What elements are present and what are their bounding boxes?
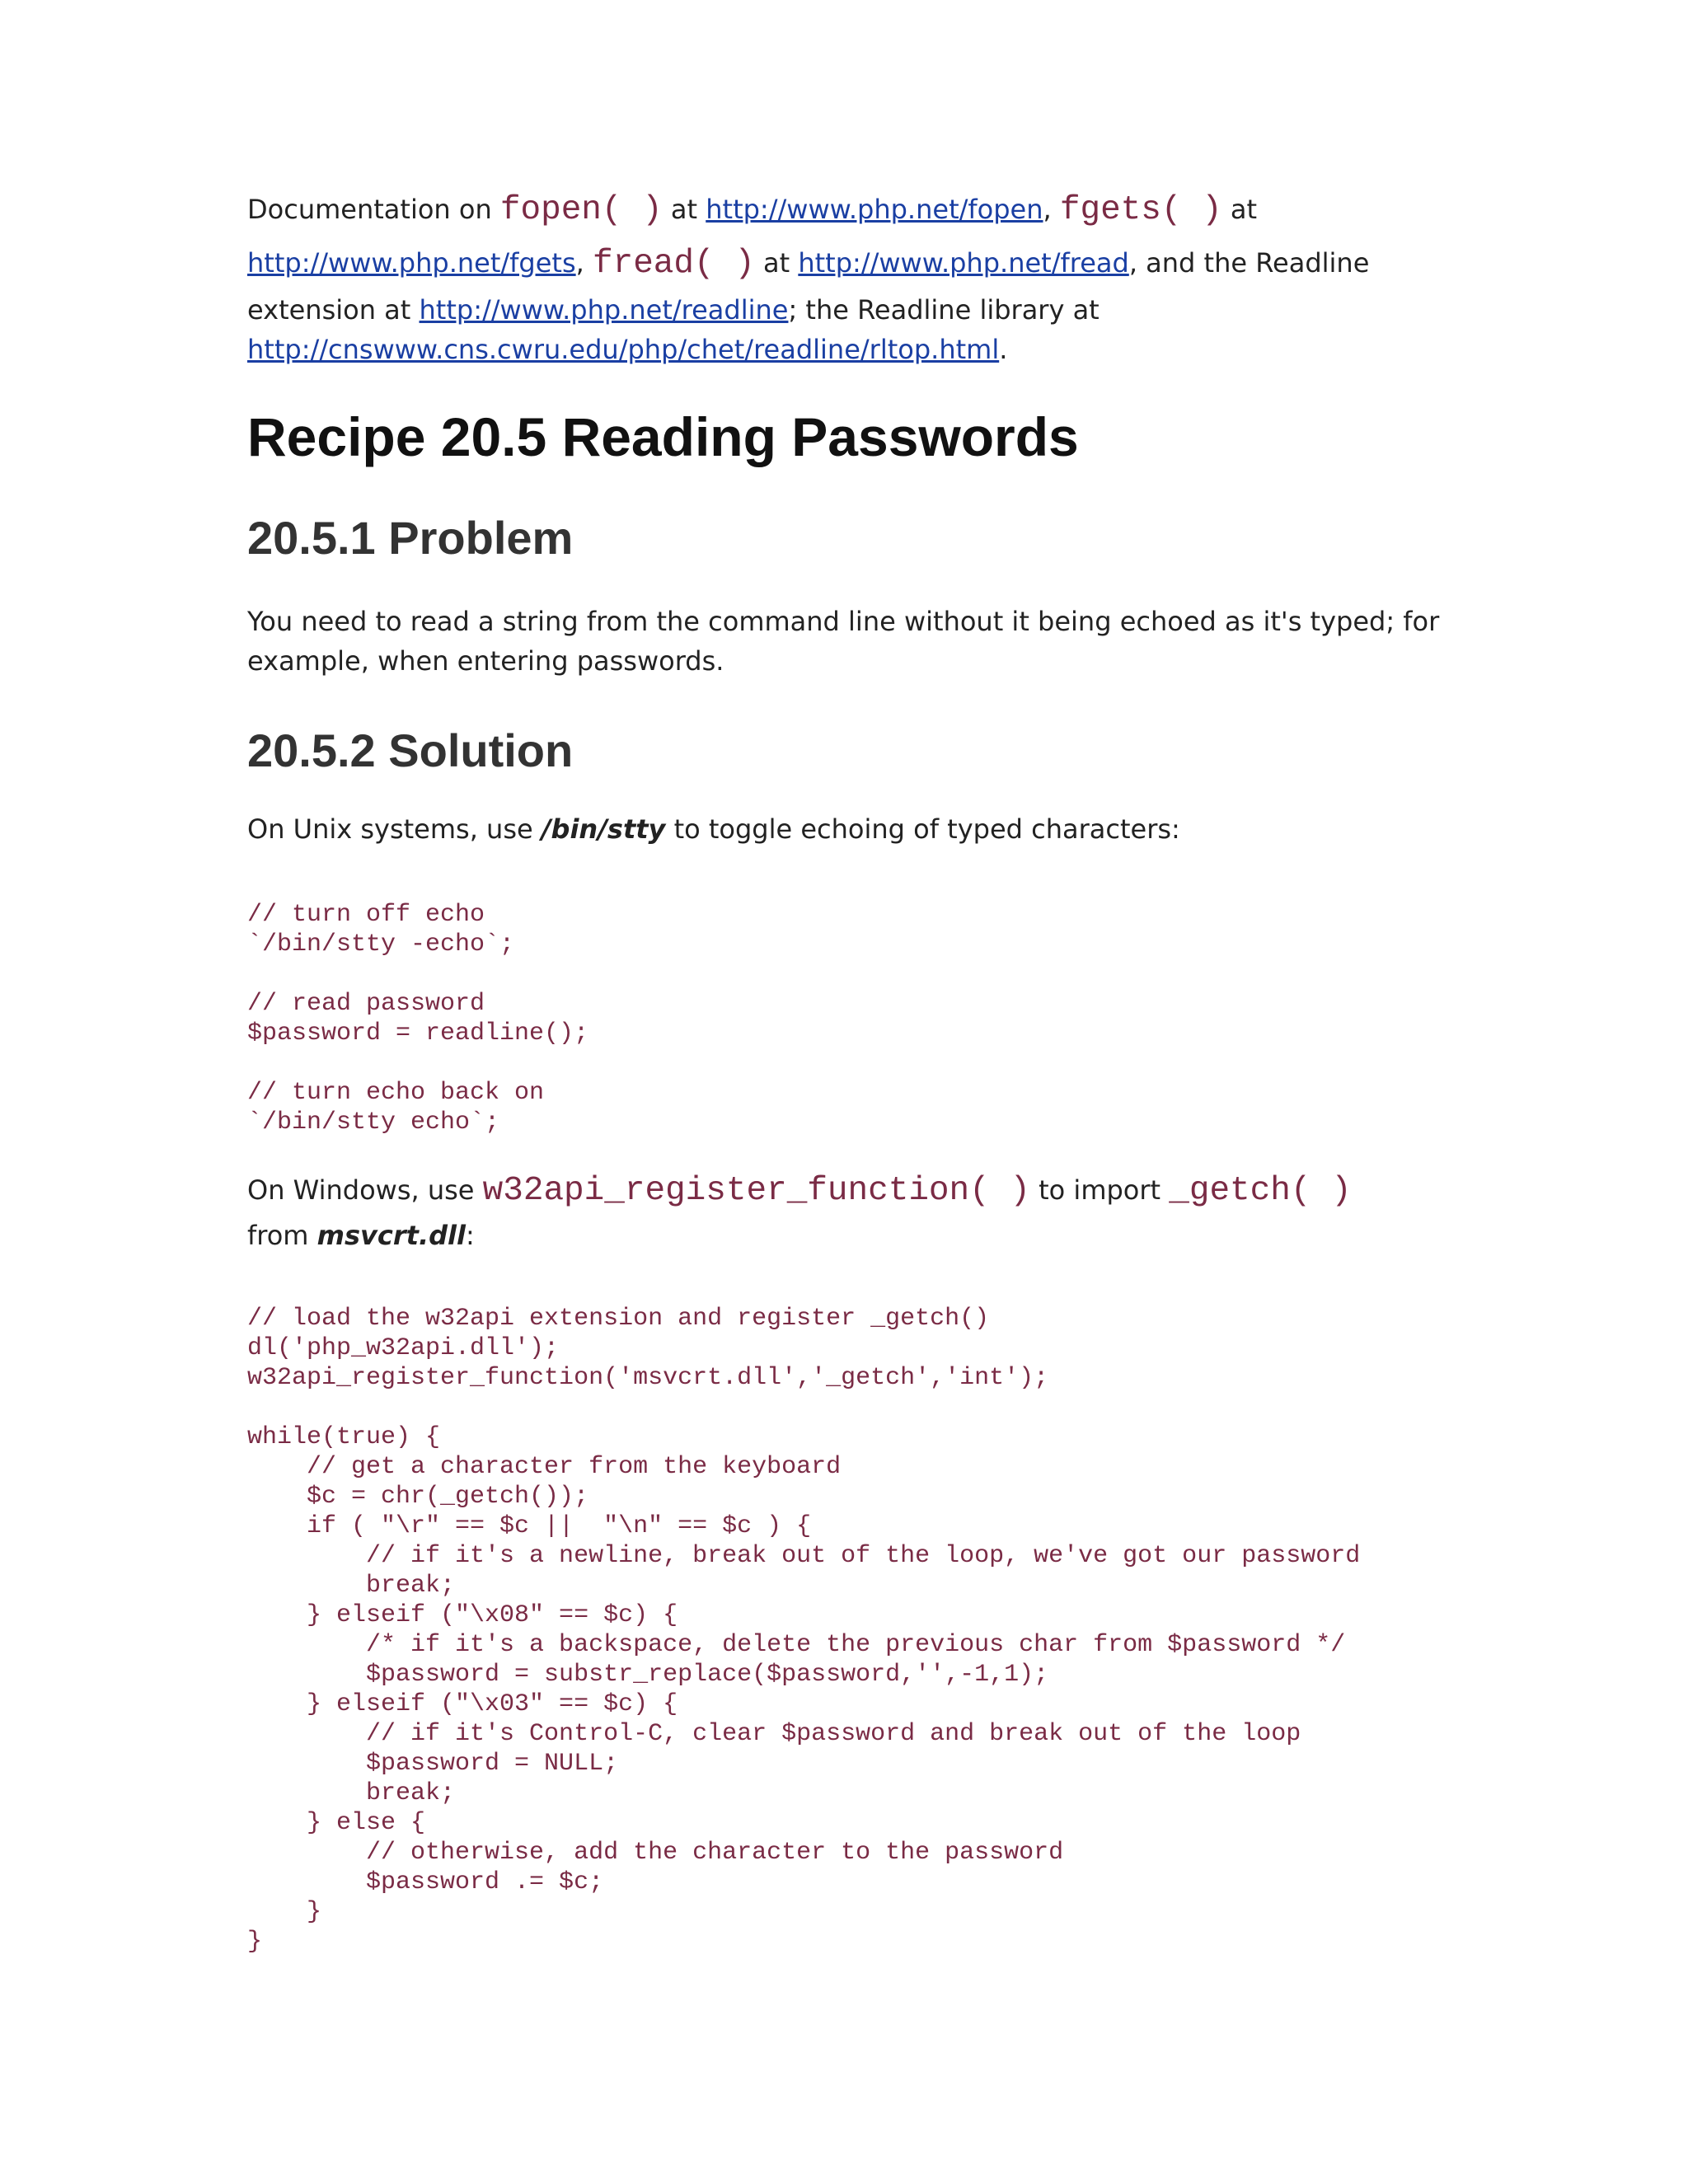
- intro-line-4: [247, 330, 1369, 369]
- problem-line-1: You need to read a string from the command line without it being echoed as it's typed; for: [247, 606, 1440, 637]
- problem-heading: 20.5.1 Problem: [247, 512, 574, 564]
- intro-paragraph: [247, 190, 1369, 369]
- unix-paragraph: [247, 809, 1180, 849]
- solution-heading: 20.5.2 Solution: [247, 724, 574, 776]
- intro-text: at: [662, 194, 706, 225]
- recipe-title: Recipe 20.5 Reading Passwords: [247, 406, 1079, 467]
- unix-code-block: // turn off echo `/bin/stty -echo`; // read password $password = readline(); // turn echo back on `/bin/stty echo`;: [247, 901, 589, 1137]
- problem-paragraph: [247, 602, 1439, 681]
- intro-line-1: [247, 190, 1369, 230]
- intro-text: ,: [1043, 194, 1060, 225]
- intro-text: ; the Readline library at: [788, 294, 1100, 326]
- intro-line-3: [247, 290, 1369, 330]
- intro-text: at: [1221, 194, 1258, 225]
- fread-code: fread( ): [592, 245, 755, 283]
- intro-text: extension at: [247, 294, 420, 326]
- w32api-function-code: w32api_register_function( ): [482, 1172, 1030, 1210]
- readline-library-link[interactable]: http://cnswww.cns.cwru.edu/php/chet/readline/rltop.html: [247, 334, 1000, 365]
- intro-text: ,: [575, 247, 593, 279]
- windows-text: On Windows, use: [247, 1174, 483, 1206]
- windows-line-1: [247, 1170, 1352, 1211]
- windows-text: :: [465, 1220, 475, 1251]
- windows-line-2: [247, 1216, 1352, 1255]
- fread-link[interactable]: http://www.php.net/fread: [798, 247, 1129, 279]
- intro-text: Documentation on: [247, 194, 500, 225]
- windows-text: to import: [1029, 1174, 1170, 1206]
- readline-link[interactable]: http://www.php.net/readline: [419, 294, 789, 326]
- windows-code-block: // load the w32api extension and register _getch() dl('php_w32api.dll'); w32api_register_function('msvcrt.dll','_getch','int'); while(true) { // get a character from the keyboard $c = chr(_getch()); if ( "\r" == $c || "\n" == $c ) { // if it's a newline, break out of the loop, we've got our password break; } elseif ("\x08" == $c) { /* if it's a backspace, delete the previous char from $password */ $password = substr_replace($password,'',-1,1); } elseif ("\x03" == $c) { // if it's Control-C, clear $password and break out of the loop $password = NULL; break; } else { // otherwise, add the character to the password $password .= $c; } }: [247, 1305, 1361, 1956]
- fopen-code: fopen( ): [499, 191, 663, 229]
- problem-line-2: example, when entering passwords.: [247, 645, 724, 677]
- unix-text: On Unix systems, use: [247, 813, 542, 845]
- fgets-link[interactable]: http://www.php.net/fgets: [247, 247, 576, 279]
- fgets-code: fgets( ): [1059, 191, 1222, 229]
- msvcrt-dll: msvcrt.dll: [316, 1220, 466, 1251]
- intro-text: .: [999, 334, 1008, 365]
- intro-text: at: [754, 247, 799, 279]
- fopen-link[interactable]: http://www.php.net/fopen: [706, 194, 1043, 225]
- windows-paragraph: [247, 1170, 1352, 1255]
- windows-text: from: [247, 1220, 317, 1251]
- stty-command: /bin/stty: [541, 813, 666, 845]
- intro-text: , and the Readline: [1128, 247, 1370, 279]
- intro-line-2: [247, 243, 1369, 284]
- unix-text: to toggle echoing of typed characters:: [665, 813, 1180, 845]
- getch-code: _getch( ): [1169, 1172, 1352, 1210]
